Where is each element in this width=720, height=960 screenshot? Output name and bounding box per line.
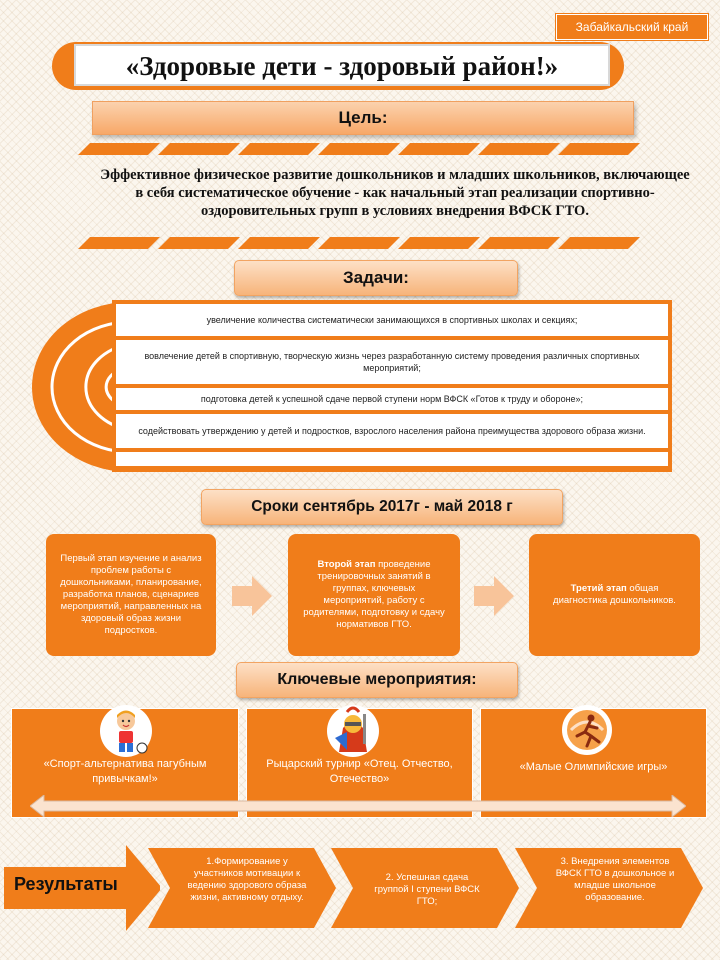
terms-header: Сроки сентябрь 2017г - май 2018 г xyxy=(201,489,563,525)
results-label: Результаты xyxy=(14,874,118,894)
events-double-arrow xyxy=(30,795,686,817)
result-2-text: 2. Успешная сдача группой I ступени ВФСК ГТО; xyxy=(374,872,480,907)
tasks-list xyxy=(112,300,672,472)
task-item-empty xyxy=(116,452,668,466)
result-3-text: 3. Внедрения элементов ВФСК ГТО в дошкольное и младше школьное образование. xyxy=(555,856,675,903)
region-badge: Забайкальский край xyxy=(556,14,708,40)
goal-text: Эффективное физическое развитие дошкольников и младших школьников, включающее в себя систематическое обучение - как начальный этап реализации спортивно-оздоровительных групп в условиях внедрения ВФСК ГТО. xyxy=(100,167,690,219)
stage-arrow-2 xyxy=(474,576,514,616)
stage-3-text: общая диагностика дошкольников. xyxy=(553,583,676,606)
stage-2 xyxy=(288,534,460,656)
stage-2-title: Второй этап xyxy=(317,559,376,570)
stage-3-title: Третий этап xyxy=(570,583,627,594)
task-item: подготовка детей к успешной сдаче первой ступени норм ВФСК «Готов к труду и обороне»; xyxy=(116,388,668,410)
task-item: вовлечение детей в спортивную, творческую жизнь через разработанную систему проведения различных спортивных мероприятий; xyxy=(116,340,668,384)
task-item: увеличение количества систематически занимающихся в спортивных школах и секциях; xyxy=(116,304,668,336)
stage-1-text: изучение и анализ проблем работы с дошкольниками, планирование, разработка планов, сценариев мероприятий, направленных на здоровый образ жизни подростков. xyxy=(60,553,202,636)
event-2-text: Рыцарский турнир «Отец. Отчество, Отечество» xyxy=(266,758,453,785)
tasks-header: Задачи: xyxy=(234,260,518,296)
goal-header: Цель: xyxy=(92,101,634,135)
stage-3 xyxy=(529,534,700,656)
event-1-text: «Спорт-альтернатива пагубным привычкам!» xyxy=(43,758,207,785)
stage-arrow-1 xyxy=(232,576,272,616)
stage-2-text: проведение тренировочных занятий в группах, ключевых мероприятий, работу с родителями, подготовку и сдачу нормативов ГТО. xyxy=(303,559,445,630)
result-1-text: 1.Формирование у участников мотивации к ведению здорового образа жизни, активному отдыху. xyxy=(187,856,307,903)
stage-1-title: Первый этап xyxy=(60,553,117,564)
events-header: Ключевые мероприятия: xyxy=(236,662,518,698)
task-item: содействовать утверждению у детей и подростков, взрослого населения района преимущества здорового образа жизни. xyxy=(116,414,668,448)
event-3-text: «Малые Олимпийские игры» xyxy=(519,760,668,773)
runner-icon xyxy=(561,704,613,756)
running-boy-icon xyxy=(98,704,154,758)
page-title: «Здоровые дети - здоровый район!» xyxy=(74,44,610,86)
stage-1 xyxy=(46,534,216,656)
knight-icon xyxy=(325,704,381,758)
